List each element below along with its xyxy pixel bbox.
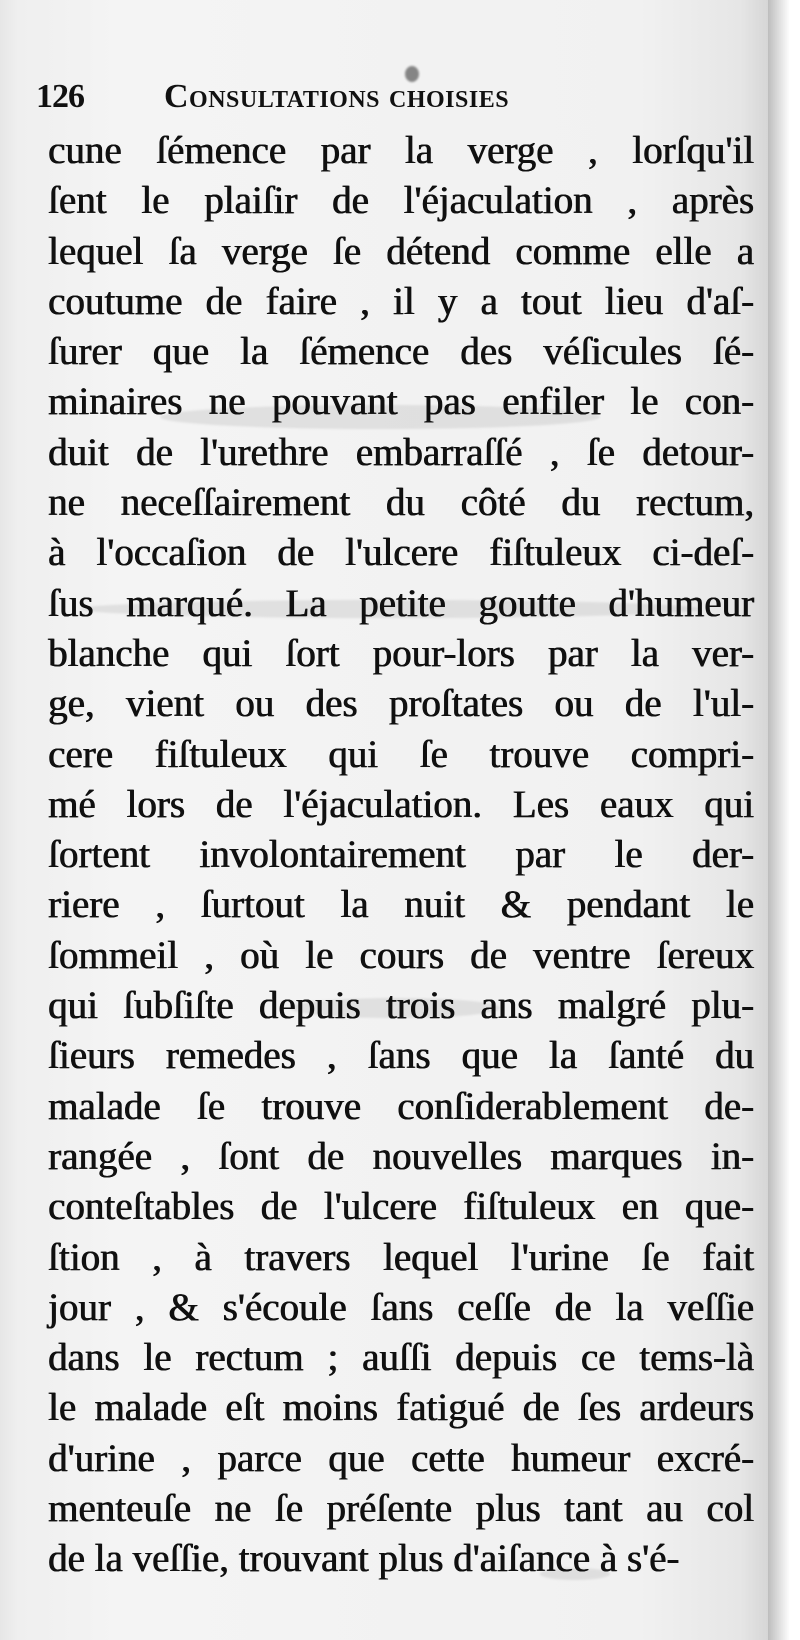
page-header (36, 68, 736, 126)
text-line: ge, vient ou des proſtates ou de l'ul- (48, 682, 754, 726)
text-line: menteuſe ne ſe préſente plus tant au col (48, 1487, 754, 1531)
text-line: cere fiſtuleux qui ſe trouve compri- (48, 732, 754, 776)
text-line: rangée , ſont de nouvelles marques in- (48, 1134, 754, 1178)
text-line: à l'occaſion de l'ulcere fiſtuleux ci-deſ- (48, 531, 754, 575)
text-line: ſurer que la ſémence des véſicules ſé- (48, 330, 754, 374)
text-line: de la veſſie, trouvant plus d'aiſance à s'é- (48, 1537, 680, 1581)
text-line: d'urine , parce que cette humeur excré- (48, 1436, 754, 1480)
text-line: jour , & s'écoule ſans ceſſe de la veſſie (48, 1285, 754, 1329)
text-line: minaires ne pouvant pas enfiler le con- (48, 380, 754, 424)
body-text (48, 126, 754, 1585)
text-line: lequel ſa verge ſe détend comme elle a (48, 229, 754, 273)
text-line: cune ſémence par la verge , lorſqu'il (48, 129, 754, 172)
text-line: ſent le plaiſir de l'éjaculation , après (48, 179, 754, 223)
text-line: riere , ſurtout la nuit & pendant le (48, 883, 754, 927)
text-line: malade ſe trouve conſiderablement de- (48, 1084, 754, 1128)
running-head: Consultations choisies (164, 78, 510, 115)
text-line: ſieurs remedes , ſans que la ſanté du (48, 1034, 754, 1078)
page-edge-shadow (768, 0, 800, 1640)
text-line: ſus marqué. La petite goutte d'humeur (48, 581, 754, 625)
text-line: conteſtables de l'ulcere fiſtuleux en que- (48, 1185, 754, 1229)
text-line: duit de l'urethre embarraſſé , ſe detour- (48, 430, 754, 474)
text-line: le malade eſt moins fatigué de ſes ardeurs (48, 1386, 754, 1430)
page-number: 126 (36, 78, 84, 115)
text-line: dans le rectum ; auſſi depuis ce tems-là (48, 1336, 754, 1380)
text-line: blanche qui ſort pour-lors par la ver- (48, 631, 754, 675)
text-line: ſommeil , où le cours de ventre ſereux (48, 933, 754, 977)
text-line: ſtion , à travers lequel l'urine ſe fait (48, 1235, 754, 1279)
text-line: mé lors de l'éjaculation. Les eaux qui (48, 782, 754, 826)
text-line: qui ſubſiſte depuis trois ans malgré plu- (48, 984, 754, 1028)
text-line: ne neceſſairement du côté du rectum, (48, 481, 754, 525)
text-line: coutume de faire , il y a tout lieu d'aſ- (48, 279, 754, 323)
text-line: ſortent involontairement par le der- (48, 833, 754, 877)
